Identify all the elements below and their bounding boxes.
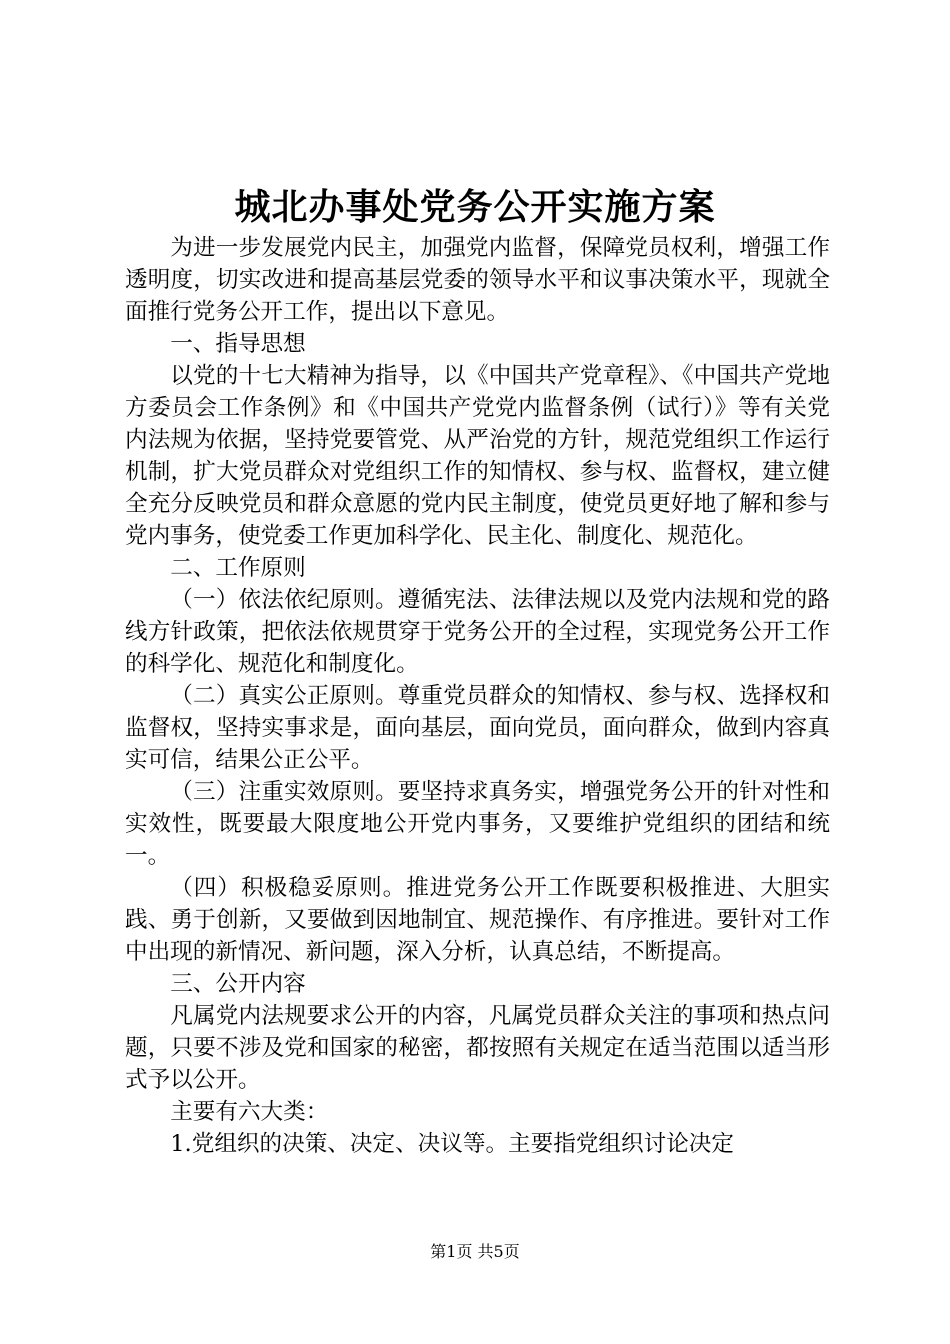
page-footer: 第1页 共5页 xyxy=(430,1242,520,1261)
six-categories-heading: 主要有六大类： xyxy=(170,1099,329,1125)
principle-paragraph-4: （四）积极稳妥原则。推进党务公开工作既要积极推进、大胆实践、勇于创新，又要做到因地制宜、规范操作、有序推进。要针对工作中出现的新情况、新问题，深入分析，认真总结，不断提高。 xyxy=(125,875,830,965)
principle-paragraph-2: （二）真实公正原则。尊重党员群众的知情权、参与权、选择权和监督权，坚持实事求是，面向基层，面向党员，面向群众，做到内容真实可信，结果公正公平。 xyxy=(125,683,830,773)
public-content-paragraph: 凡属党内法规要求公开的内容，凡属党员群众关注的事项和热点问题，只要不涉及党和国家的秘密，都按照有关规定在适当范围以适当形式予以公开。 xyxy=(125,1003,830,1093)
section-heading-guiding-thought: 一、指导思想 xyxy=(170,331,306,357)
document-body xyxy=(125,232,830,1160)
intro-paragraph: 为进一步发展党内民主，加强党内监督，保障党员权利，增强工作透明度，切实改进和提高基层党委的领导水平和议事决策水平，现就全面推行党务公开工作，提出以下意见。 xyxy=(125,235,830,325)
section-heading-public-content: 三、公开内容 xyxy=(170,971,306,997)
category-1-paragraph: 1.党组织的决策、决定、决议等。主要指党组织讨论决定 xyxy=(170,1131,734,1157)
guiding-thought-paragraph: 以党的十七大精神为指导，以《中国共产党章程》、《中国共产党地方委员会工作条例》和《中国共产党党内监督条例（试行）》等有关党内法规为依据，坚持党要管党、从严治党的方针，规范党组织工作运行机制，扩大党员群众对党组织工作的知情权、参与权、监督权，建立健全充分反映党员和群众意愿的党内民主制度，使党员更好地了解和参与党内事务，使党委工作更加科学化、民主化、制度化、规范化。 xyxy=(125,363,830,549)
principle-paragraph-1: （一）依法依纪原则。遵循宪法、法律法规以及党内法规和党的路线方针政策，把依法依规贯穿于党务公开的全过程，实现党务公开工作的科学化、规范化和制度化。 xyxy=(125,587,830,677)
principle-paragraph-3: （三）注重实效原则。要坚持求真务实，增强党务公开的针对性和实效性，既要最大限度地公开党内事务，又要维护党组织的团结和统一。 xyxy=(125,779,830,869)
section-heading-work-principles: 二、工作原则 xyxy=(170,555,306,581)
document-title: 城北办事处党务公开实施方案 xyxy=(234,186,716,228)
